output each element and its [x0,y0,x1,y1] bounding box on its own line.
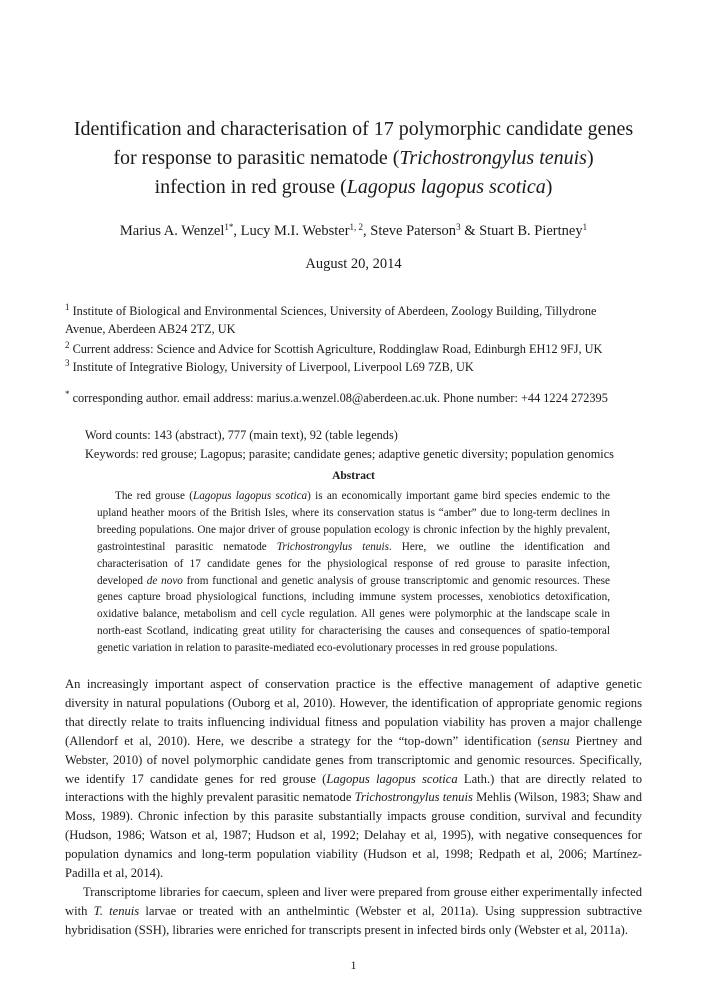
abstract-heading: Abstract [332,470,375,482]
abstract-text: The red grouse (Lagopus lagopus scotica) is an economically important game bird species endemic to the upland heather moors of the British Isles, where its conservation status is “amber” due to long-term declines in breeding populations. One major driver of grouse population ecology is chronic infection by the highly prevalent, gastrointestinal parasitic nematode Trichostrongylus tenuis. Here, we outline the identification and characterisation of 17 candidate genes for the physiological response of red grouse to parasite infection, developed de novo from functional and genetic analysis of grouse transcriptomic and genomic resources. These genes capture broad physiological functions, including immune system processes, xenobiotics detoxification, oxidative balance, metabolism and cell cycle regulation. All genes were polymorphic at the landscape scale in north-east Scotland, indicating great utility for characterising the causes and consequences of spatio-temporal genetic variation in relation to parasite-mediated eco-evolutionary processes in red grouse populations. [97,490,611,655]
author-affiliation-mark: 1 [582,222,588,232]
main-text [65,675,642,940]
keywords: Keywords: red grouse; Lagopus; parasite; candidate genes; adaptive genetic diversity; population genomics [85,447,614,461]
author-affiliation-mark: 3 [456,222,461,232]
author-affiliation-mark: 1* [224,222,234,232]
corresponding-author: * corresponding author. email address: marius.a.wenzel.08@aberdeen.ac.uk. Phone number: +44 1224 272395 [65,389,608,405]
paper-metadata [85,426,645,464]
publication-date: August 20, 2014 [305,256,402,272]
author-name: Stuart B. Piertney [479,223,583,239]
author-list: Marius A. Wenzel$^{1*}$, Lucy M.I. Webster$^{1, 2}$, Steve Paterson$^3$ & Stuart B. Piertney$^1$ [119,222,588,239]
author-name: Marius A. Wenzel [119,223,225,239]
author-name: Lucy M.I. Webster [240,223,350,239]
title-line-2: for response to parasitic nematode (Trichostrongylus tenuis) [113,147,594,169]
affiliation-2: $^2$ Current address: Science and Advice for Scottish Agriculture, Roddinglaw Road, Edinburgh EH12 9FJ, UK [65,340,603,356]
word-counts: Word counts: 143 (abstract), 777 (main text), 92 (table legends) [85,428,398,442]
paper-title [40,115,667,202]
affiliation-3: $^3$ Institute of Integrative Biology, University of Liverpool, Liverpool L69 7ZB, UK [65,358,474,374]
page-number: 1 [350,958,357,972]
author-affiliation-mark: 1, 2 [349,222,364,232]
title-line-3: infection in red grouse (Lagopus lagopus scotica) [154,176,553,198]
affiliation-1: $^1$ Institute of Biological and Environmental Sciences, University of Aberdeen, Zoology Building, Tillydrone Avenue, Aberdeen AB24 2TZ, UK [65,302,597,336]
author-name: Steve Paterson [370,223,457,239]
body-paragraph: Transcriptome libraries for caecum, spleen and liver were prepared from grouse either experimentally infected with T. tenuis larvae or treated with an anthelmintic (Webster et al, 2011a). Using suppression subtractive hybridisation (SSH), libraries were enriched for transcripts present in infected birds only (Webster et al, 2011a). [65,884,642,937]
body-paragraph: An increasingly important aspect of conservation practice is the effective management of adaptive genetic diversity in natural populations (Ouborg et al, 2010). However, the identification of appropriate genomic regions that directly relate to traits influencing individual fitness and population viability has proven a major challenge (Allendorf et al, 2010). Here, we describe a strategy for the “top-down” identification (sensu Piertney and Webster, 2010) of novel polymorphic candidate genes from transcriptomic and genomic resources. Specifically, we identify 17 candidate genes for red grouse (Lagopus lagopus scotica Lath.) that are directly related to interactions with the highly prevalent parasitic nematode Trichostrongylus tenuis Mehlis (Wilson, 1983; Shaw and Moss, 1989). Chronic infection by this parasite substantially impacts grouse condition, survival and fecundity (Hudson, 1986; Watson et al, 1987; Hudson et al, 1992; Delahay et al, 1995), with negative consequences for population dynamics and long-term population viability (Hudson et al, 1998; Redpath et al, 2006; Martínez-Padilla et al, 2014). [65,677,643,881]
title-line-1: Identification and characterisation of 17 polymorphic candidate genes [73,118,634,140]
